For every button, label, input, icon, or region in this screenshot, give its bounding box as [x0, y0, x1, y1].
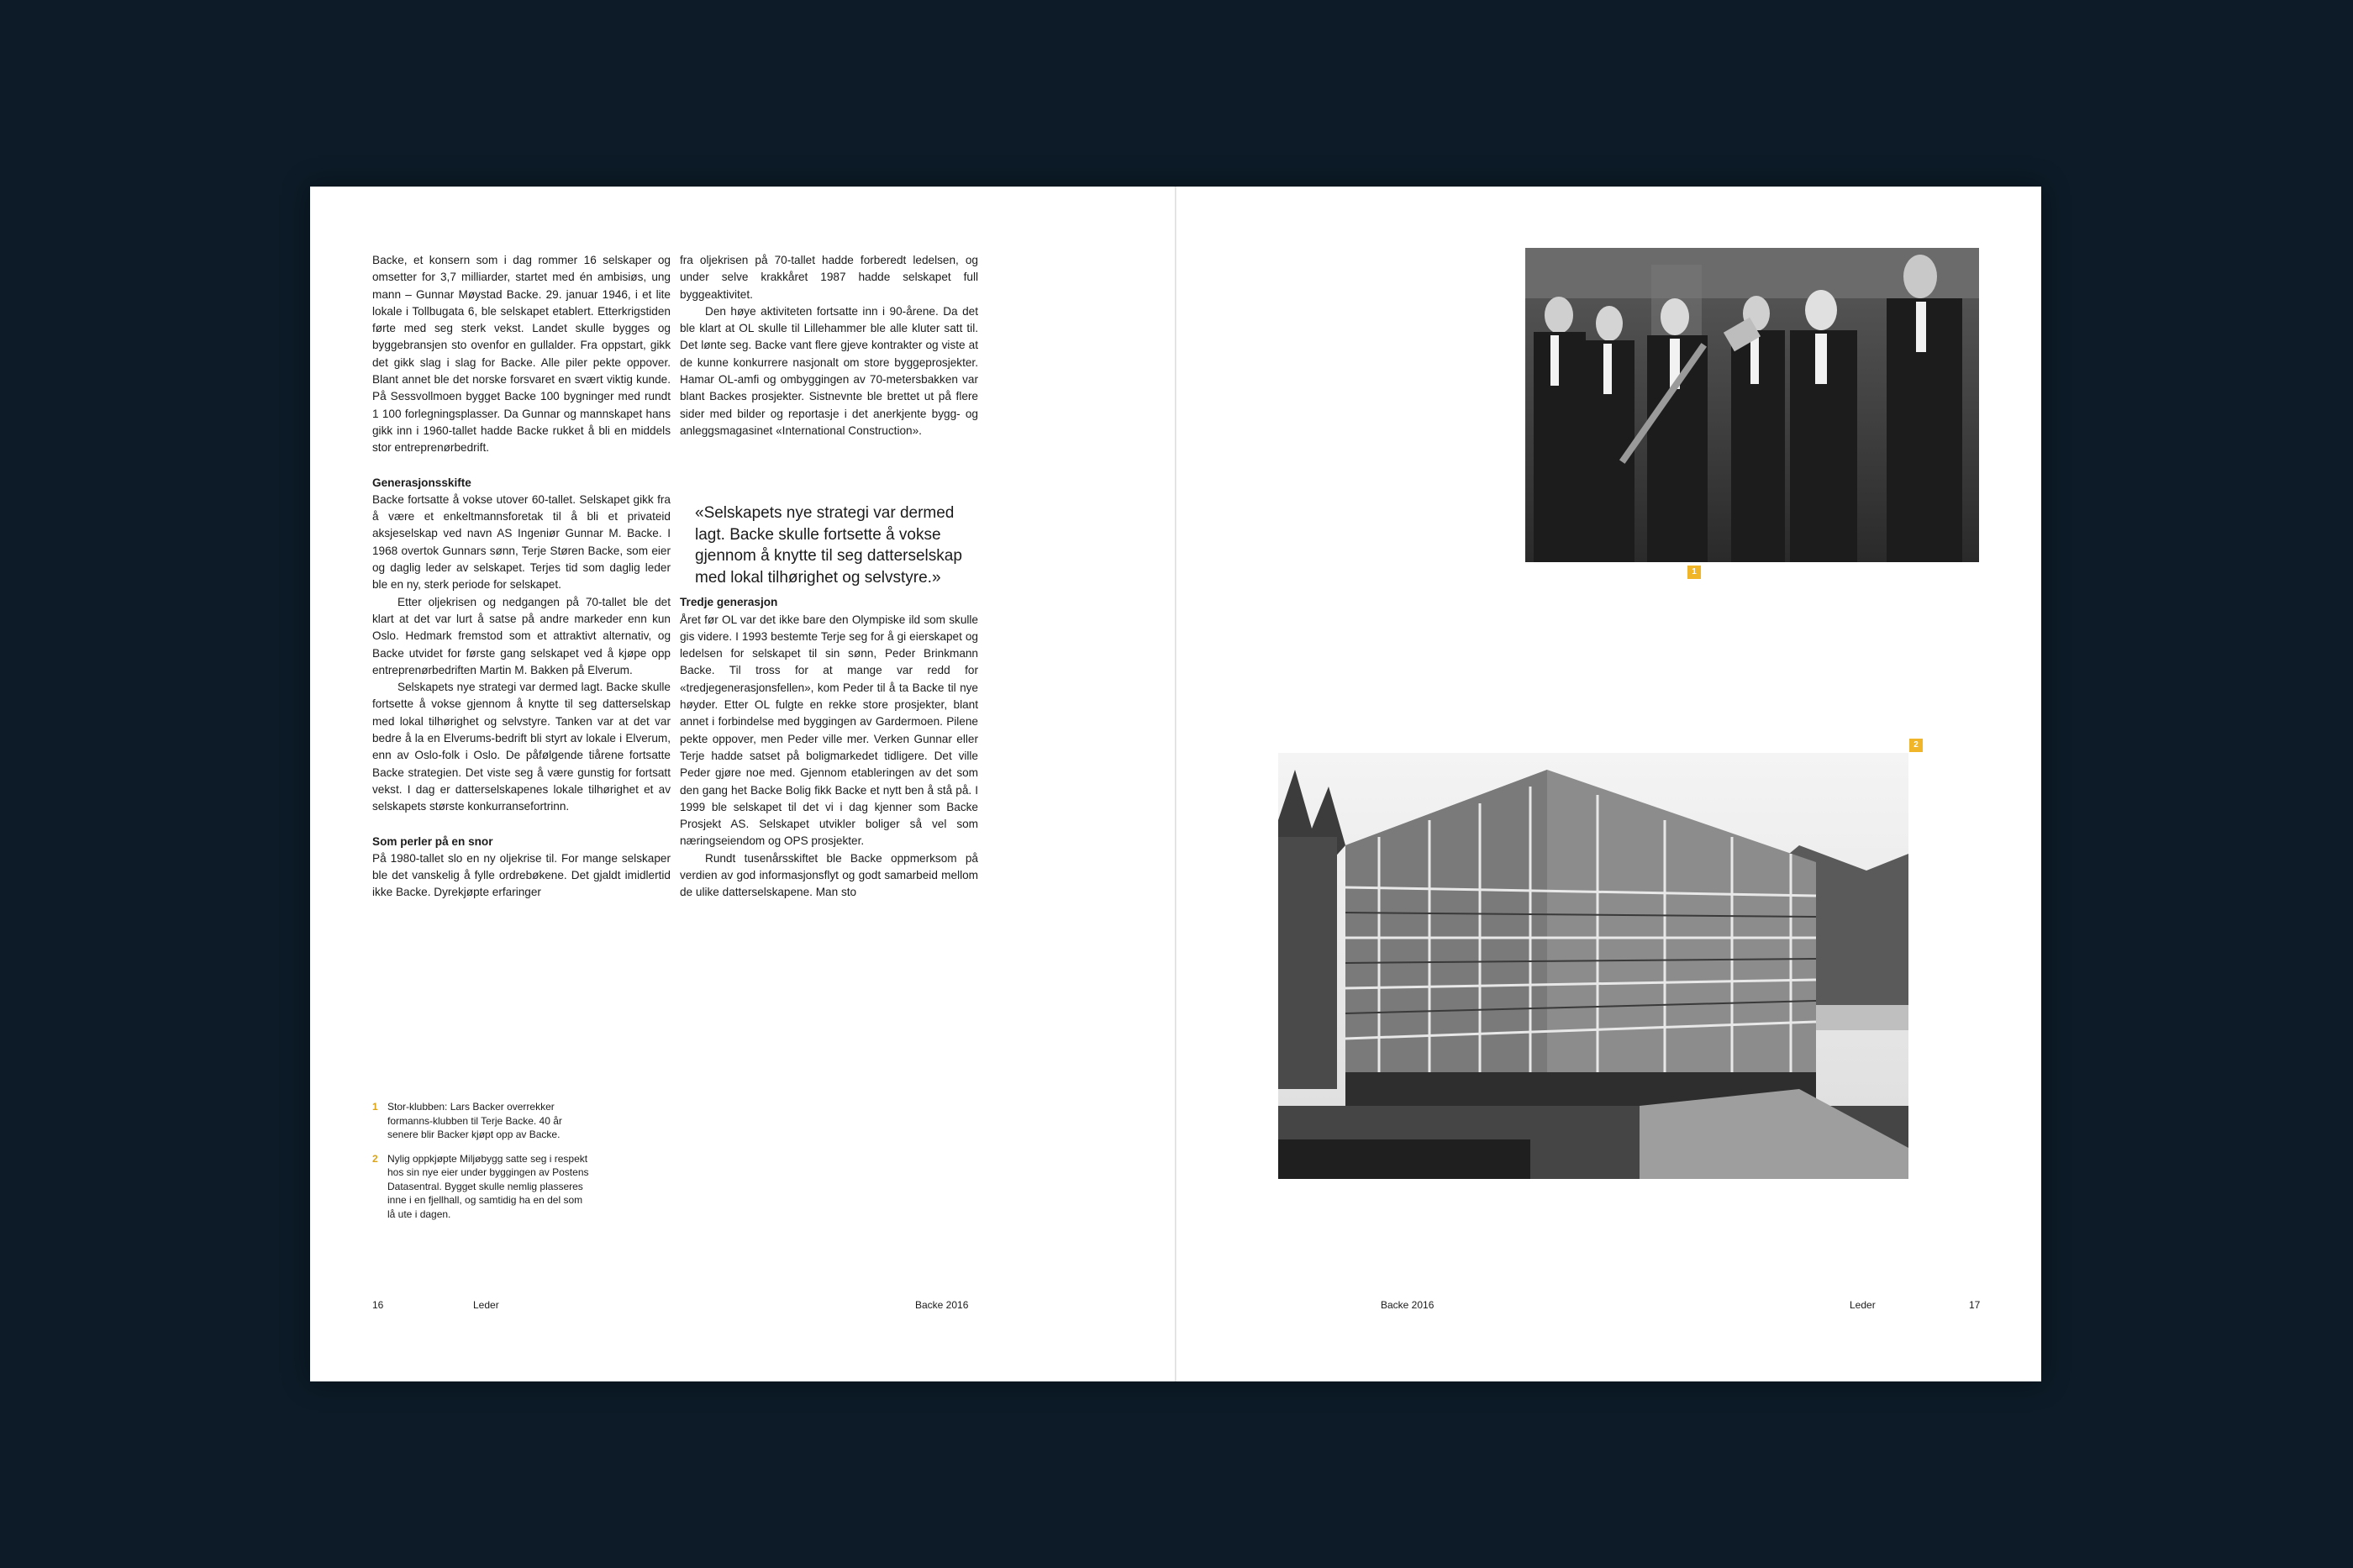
paragraph: Backe fortsatte å vokse utover 60-tallet. Selskapet gikk fra å være et enkeltmannsforetak til å bli et privateid aksjeselskap ved navn AS Ingeniør Gunnar M. Backe. I 1968 overtok Gunnars sønn, Terje Støren Backe, som eier og daglig leder av selskapet. Terjes tid som daglig leder ble en ny, sterk periode for selskapet.	[372, 492, 671, 592]
photo-marker-1: 1	[1687, 566, 1701, 579]
caption-text: Stor-klubben: Lars Backer overrekker formanns-klubben til Terje Backe. 40 år senere blir Backer kjøpt opp av Backe.	[387, 1101, 562, 1140]
page-gutter	[1175, 187, 1176, 1381]
caption-item	[372, 1152, 591, 1222]
section-label-left: Leder	[473, 1299, 499, 1311]
paragraph: Den høye aktiviteten fortsatte inn i 90-årene. Da det ble klart at OL skulle til Lillehammer ble alle kluter satt til. Det lønte seg. Backe vant flere gjeve kontrakter og viste at de kunne konkurrere nasjonalt om store byggeprosjekter. Hamar OL-amfi og ombyggingen av 70-metersbakken var blant Backes prosjekter. Sistnevnte ble brettet ut på flere sider med bilder og reportasje i det anerkjente bygg- og anleggsmagasinet «International Construction».	[680, 304, 978, 437]
photo-marker-2: 2	[1909, 739, 1923, 752]
paragraph: På 1980-tallet slo en ny oljekrise til. For mange selskaper ble det vanskelig å fylle ordrebøkene. Det gjaldt imidlertid ikke Backe. Dyrekjøpte erfaringer	[372, 851, 671, 899]
caption-text: Nylig oppkjøpte Miljøbygg satte seg i respekt hos sin nye eier under byggingen av Postens Datasentral. Bygget skulle nemlig plasseres inne i en fjellhall, og samtidig ha en del som lå ute i dagen.	[387, 1152, 589, 1220]
section-heading-perler: Som perler på en snor	[372, 834, 493, 848]
publication-label-left: Backe 2016	[915, 1299, 969, 1311]
magazine-spread	[310, 187, 2041, 1381]
caption-item	[372, 1100, 591, 1142]
paragraph: Rundt tusenårsskiftet ble Backe oppmerksom på verdien av god informasjonsflyt og godt samarbeid mellom de ulike datterselskapene. Man sto	[680, 851, 978, 899]
paragraph: Etter oljekrisen og nedgangen på 70-tallet ble det klart at det var lurt å satse på andre markeder enn kun Oslo. Hedmark fremstod som et attraktivt alternativ, og Backe utvidet for første gang selskapet ved å kjøpe opp entreprenørbedriften Martin M. Bakken på Elverum.	[372, 595, 671, 676]
caption-number: 1	[372, 1101, 378, 1113]
photo-captions	[372, 1100, 591, 1231]
paragraph: fra oljekrisen på 70-tallet hadde forberedt ledelsen, og under selve krakkåret 1987 hadde selskapet full byggeaktivitet.	[680, 254, 978, 301]
text-column-1	[372, 252, 671, 902]
photo-construction-site	[1278, 753, 1908, 1179]
page-number-left: 16	[372, 1299, 384, 1311]
paragraph: Året før OL var det ikke bare den Olympiske ild som skulle gis videre. I 1993 bestemte Terje seg for å gi eierskapet og ledelsen for selskapet til sin sønn, Peder Brinkmann Backe. Til tross for at mange var redd for «tredjegenerasjonsfellen», kom Peder til å ta Backe til nye høyder. Etter OL fulgte en rekke store prosjekter, blant annet i forbindelse med byggingen av Gardermoen. Pilene pekte oppover, men Peder ville mer. Verken Gunnar eller Terje hadde satset på boligmarkedet tidligere. Det ville Peder gjøre noe med. Gjennom etableringen av det som den gang het Backe Bolig fikk Backe et nytt ben å stå på. I 1999 ble selskapet til det vi i dag kjenner som Backe Prosjekt AS. Selskapet utvikler boliger så vel som næringseiendom og OPS prosjekter.	[680, 613, 978, 848]
section-heading-generasjonsskifte: Generasjonsskifte	[372, 476, 471, 489]
intro-paragraph: Backe, et konsern som i dag rommer 16 selskaper og omsetter for 3,7 milliarder, startet med én ambisiøs, ung mann – Gunnar Møystad Backe. 29. januar 1946, i et lite lokale i Tollbugata 6, ble selskapet etablert. Etterkrigstiden førte med seg sterk vekst. Landet skulle bygges og byggebransjen sto ovenfor en gullalder. Fra oppstart, gikk det gikk slag i slag for Backe. Alle piler pekte oppover. Blant annet ble det norske forsvaret en svært viktig kunde. På Sessvollmoen bygget Backe 100 bygninger med rundt 1 100 forlegningsplasser. Da Gunnar og mannskapet hans gikk inn i 1960-tallet hadde Backe rukket å bli en middels stor entreprenørbedrift.	[372, 254, 671, 455]
section-heading-tredje-generasjon: Tredje generasjon	[680, 596, 778, 609]
section-label-right: Leder	[1850, 1299, 1876, 1311]
pull-quote: «Selskapets nye strategi var dermed lagt. Backe skulle fortsette å vokse gjennom å knytte til seg datterselskap med lokal tilhørighet og selvstyre.»	[695, 504, 962, 587]
publication-label-right: Backe 2016	[1381, 1299, 1434, 1311]
page-number-right: 17	[1969, 1299, 1981, 1311]
paragraph: Selskapets nye strategi var dermed lagt. Backe skulle fortsette å vokse gjennom å knytte til seg datterselskap med lokal tilhørighet og selvstyre. Tanken var at det var bedre å la en Elverums-bedrift bli styrt av lokale i Elverum, enn av Oslo-folk i Oslo. De påfølgende tiårene fortsatte Backe strategien. Det viste seg å være gunstig for fortsatt vekst. I dag er datterselskapenes lokale tilhørighet et av selskapets største konkurransefortrinn.	[372, 681, 671, 813]
photo-men-with-hammer	[1525, 248, 1979, 562]
caption-number: 2	[372, 1152, 378, 1165]
